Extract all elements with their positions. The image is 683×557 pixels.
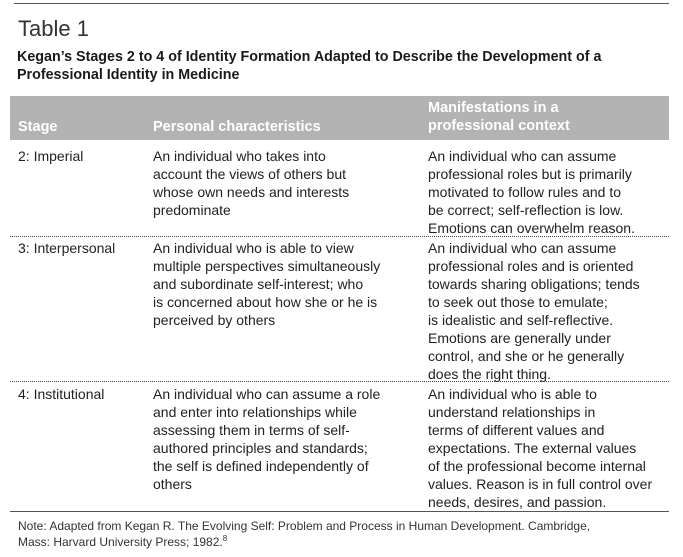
row-1-personal: An individual who takes into account the views of others but whose own needs and interests predominate	[153, 148, 350, 218]
row-3-personal: An individual who can assume a role and enter into relationships while assessing them in terms of self- authored principles and standards; the self is defined independently of others	[153, 386, 381, 492]
header-stage: Stage	[18, 119, 58, 135]
table-title: Kegan’s Stages 2 to 4 of Identity Formation Adapted to Describe the Development of a Professional Identity in Medicine	[17, 49, 602, 83]
row-2-stage: 3: Interpersonal	[18, 240, 116, 256]
row-3-stage: 4: Institutional	[18, 386, 105, 402]
note-reference: 8	[222, 534, 228, 543]
row-1-manifestations: An individual who can assume professional roles but is primarily motivated to follow rules and to be correct; self-reflection is low. Emotions can overwhelm reason.	[428, 148, 635, 236]
row-2-personal: An individual who is able to view multiple perspectives simultaneously and subordinate self-interest; who is concerned about how she or he is perceived by others	[153, 240, 381, 328]
header-personal-characteristics: Personal characteristics	[153, 119, 321, 135]
row-1-stage: 2: Imperial	[18, 148, 84, 164]
top-rule	[14, 3, 669, 4]
row-3-manifestations: An individual who is able to understand relationships in terms of different values and expectations. The external values of the professional become internal values. Reason is in full control over needs, desires, and passion.	[428, 386, 653, 510]
table-note	[18, 518, 673, 550]
header-manifestations: Manifestations in a professional context	[428, 100, 570, 134]
row-separator	[10, 381, 669, 382]
bottom-rule	[10, 511, 669, 512]
row-2-manifestations: An individual who can assume professional roles and is oriented towards sharing obligations; tends to seek out those to emulate; is idealistic and self-reflective. Emotions are generally under control, and she or he generally does the right thing.	[428, 240, 640, 382]
table-label: Table 1	[18, 16, 89, 41]
note-line-1: Note: Adapted from Kegan R. The Evolving Self: Problem and Process in Human Development. Cambridge,	[18, 519, 591, 533]
row-separator	[10, 236, 669, 237]
note-line-2: Mass: Harvard University Press; 1982.	[18, 535, 223, 549]
